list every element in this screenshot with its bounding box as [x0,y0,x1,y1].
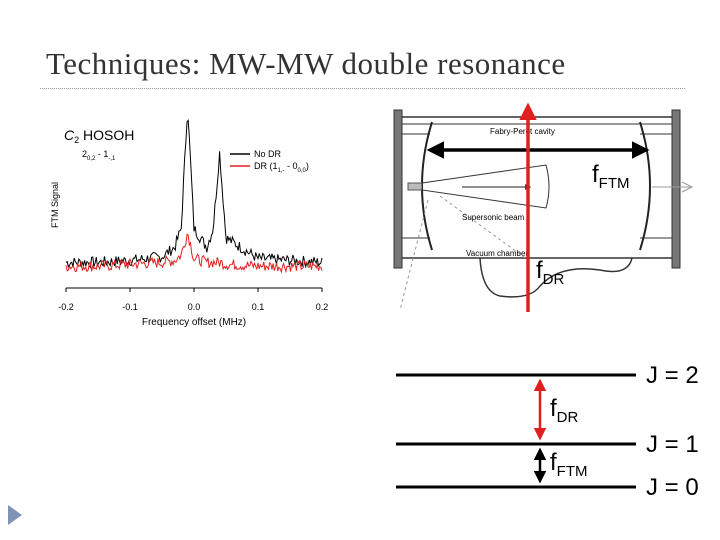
ftm-frequency-label: $f_{FTM}$ [592,161,630,192]
legend-dr: DR $(1_{1,-} - 0_{0,0})$ [254,161,309,174]
bullet-icon [8,505,22,525]
apparatus-schematic [394,106,692,312]
dr-transition-label: $f_{DR}$ [550,395,579,426]
x-tick-label: -0.1 [122,302,138,312]
molecule-label: $C_2$ HOSOH [64,127,135,145]
spectrum-x-ticks [58,288,328,312]
x-tick-label: -0.2 [58,302,74,312]
spectrum-traces [66,121,322,272]
page-title: Techniques: MW-MW double resonance [46,46,566,81]
left-mirror [422,122,432,250]
right-flange [672,110,680,268]
chamber-label: Vacuum chamber [466,249,529,258]
nozzle [408,183,422,190]
label-j2: J = 2 [646,362,699,389]
left-flange [394,110,402,268]
x-tick-label: 0.2 [315,302,329,312]
spectrum-ylabel: FTM Signal [50,181,60,228]
spectrum-plot [50,121,328,329]
x-tick-label: 0.0 [187,302,201,312]
energy-level-diagram [396,362,699,501]
spectrum-xlabel: Frequency offset (MHz) [141,317,247,328]
label-j1: J = 1 [646,431,699,458]
ftm-transition-label: $f_{FTM}$ [550,449,588,480]
label-j0: J = 0 [646,474,699,501]
transition-label: $2_{0,2} - 1_{-,1}$ [82,149,116,162]
legend-no-dr: No DR [254,149,282,159]
beam-label: Supersonic beam [462,213,525,222]
dr-frequency-label: $f_{DR}$ [536,257,565,288]
series-line-dr [66,234,322,271]
right-mirror [640,122,650,250]
cavity-label: Fabry-Perot cavity [490,127,555,136]
x-tick-label: 0.1 [251,302,265,312]
